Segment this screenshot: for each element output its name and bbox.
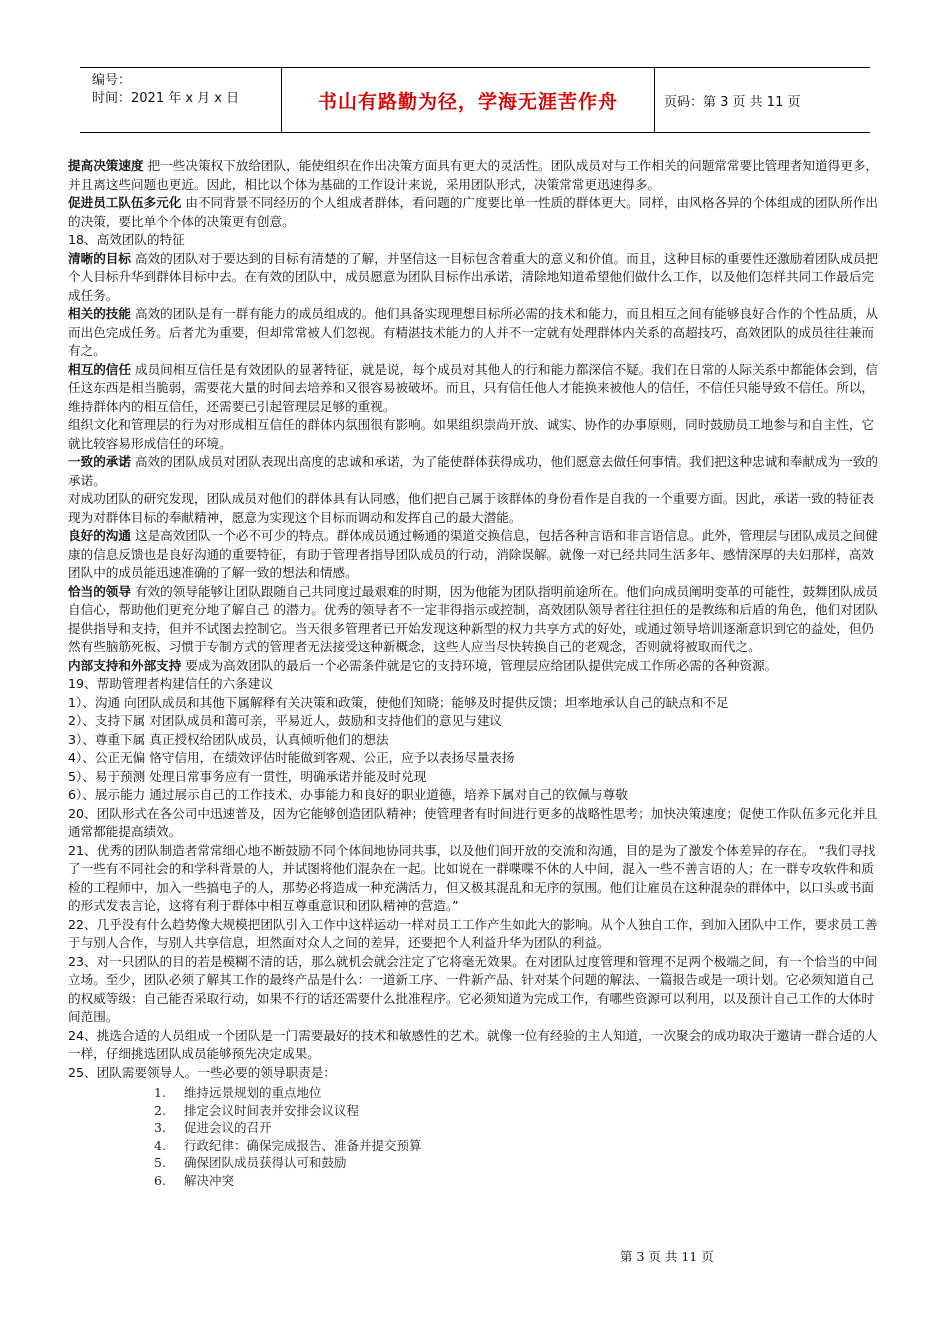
page-info: 页码：第 3 页 共 11 页 [664, 94, 801, 110]
paragraph-text: 23、对一只团队的目的若是模糊不清的话，那么就机会就会注定了它将毫无效果。在对团队过度管理和管理不足两个极端之间，有一个恰当的中间立场。至少，团队必须了解其工作的最终产品是什么：一道新工序、一件新产品、针对某个问题的解法、一篇报告或是一项计划。它必须知道自己的权威等级：自己能否采取行动，如果不行的话还需要什么批准程序。它必须知道为完成工作，有哪些资源可以利用，以及预计自己工作的大体时间范围。 [68, 953, 878, 1024]
paragraph-text: 高效的团队对于要达到的目标有清楚的了解，并坚信这一目标包含着重大的意义和价值。而且，这种目标的重要性还激励着团队成员把个人目标升华到群体目标中去。在有效的团队中，成员愿意为团队目标作出承诺，清除地知道希望他们做什么工作，以及他们怎样共同工作最后完成任务。 [68, 250, 879, 303]
paragraph [68, 490, 884, 527]
paragraph-text: 组织文化和管理层的行为对形成相互信任的群体内氛围很有影响。如果组织崇尚开放、诚实、协作的办事原则，同时鼓励员工地参与和自主性，它就比较容易形成信任的环境。 [68, 417, 874, 451]
paragraph [68, 231, 884, 250]
paragraph [68, 361, 884, 417]
paragraph-text: 22、几乎没有什么趋势像大规模把团队引入工作中这样运动一样对员工工作产生如此大的影响。从个人独自工作，到加入团队中工作，要求员工善于与别人合作，与别人共享信息，坦然面对众人之间的差异，还要把个人利益升华为团队的利益。 [68, 916, 878, 950]
paragraph [68, 250, 884, 306]
duties-list [68, 1084, 884, 1189]
paragraph-text: 19、帮助管理者构建信任的六条建议 [68, 676, 273, 691]
paragraph-text: 1）、沟通 向团队成员和其他下属解释有关决策和政策，使他们知晓；能够及时提供反馈；坦率地承认自己的缺点和不足 [68, 694, 729, 710]
duty-number: 5. [154, 1155, 166, 1170]
paragraph-list [68, 157, 884, 1082]
paragraph-lead: 内部支持和外部支持 [68, 657, 182, 673]
paragraph-text: 5）、易于预测 处理日常事务应有一贯性，明确承诺并能及时兑现 [68, 768, 427, 784]
paragraph-lead: 一致的承诺 [68, 454, 131, 469]
page-header [80, 67, 870, 133]
paragraph-text: 3）、尊重下属 真正授权给团队成员，认真倾听他们的想法 [68, 731, 389, 747]
paragraph-text: 高效的团队是有一群有能力的成员组成的。他们具备实现理想目标所必需的技术和能力，而且相互之间有能够良好合作的个性品质，从而出色完成任务。后者尤为重要，但却常常被人们忽视。有精湛技术能力的人并不一定就有处理群体内关系的高超技巧，高效团队的成员往往兼而有之。 [68, 306, 879, 358]
paragraph-text: 24、挑选合适的人员组成一个团队是一门需要最好的技术和敏感性的艺术。就像一位有经验的主人知道，一次聚会的成功取决于邀请一群合适的人一样，仔细挑选团队成员能够预先决定成果。 [68, 1027, 878, 1061]
paragraph [68, 731, 884, 750]
paragraph [68, 1027, 884, 1064]
duty-text: 促进会议的召开 [184, 1120, 272, 1135]
paragraph [68, 305, 884, 361]
header-meta [80, 68, 282, 132]
page-footer: 第 3 页 共 11 页 [620, 1249, 714, 1264]
paragraph-text: 由不同背景不同经历的个人组成者群体，看问题的广度要比单一性质的群体更大。同样，由风格各异的个体组成的团队所作出的决策，要比单个个体的决策更有创意。 [68, 195, 879, 229]
paragraph-text: 要成为高效团队的最后一个必需条件就是它的支持环境，管理层应给团队提供完成工作所必需的各种资源。 [181, 657, 778, 673]
paragraph-lead: 清晰的目标 [68, 250, 131, 266]
paragraph-lead: 促进员工队伍多元化 [68, 195, 182, 210]
duty-number: 3. [154, 1120, 166, 1135]
paragraph-lead: 相关的技能 [68, 306, 131, 321]
paragraph-text: 21、优秀的团队制造者常常细心地不断鼓励不同个体间地协同共事，以及他们间开放的交流和沟通，目的是为了激发个体差异的存在。 “我们寻找了一些有不同社会的和学科背景的人，并试图将他们混杂在一起。比如说在一群喋喋不休的人中间，混入一些不善言语的人；在一群专攻软件和质检的工程师中，加入一些搞电子的人，那势必将造成一种充满活力，但又极其混乱和无序的氛围。他们让雇员在这种混杂的群体中，以口头或书面的形式发表言论，这将有利于群体中相互尊重意识和团队精神的营造。” [68, 842, 876, 913]
paragraph [68, 916, 884, 953]
duty-text: 行政纪律：确保完成报告、准备并提交预算 [184, 1137, 422, 1153]
paragraph [68, 712, 884, 731]
paragraph [68, 805, 884, 842]
motto: 书山有路勤为径，学海无涯苦作舟 [317, 90, 618, 113]
paragraph-lead: 恰当的领导 [68, 583, 131, 599]
duty-text: 解决冲突 [184, 1172, 235, 1188]
paragraph [68, 527, 884, 583]
paragraph [68, 842, 884, 916]
document-body [68, 157, 884, 1189]
paragraph [68, 675, 884, 694]
paragraph [68, 416, 884, 453]
paragraph-text: 4）、公正无偏 恪守信用，在绩效评估时能做到客观、公正，应予以表扬尽量表扬 [68, 750, 515, 765]
duty-item [68, 1102, 884, 1120]
header-motto-cell [282, 68, 655, 132]
header-page-info [654, 68, 870, 132]
paragraph [68, 1064, 884, 1083]
duty-number: 2. [154, 1102, 166, 1118]
paragraph-text: 25、团队需要领导人。一些必要的领导职责是： [68, 1064, 336, 1080]
duty-number: 6. [154, 1172, 166, 1188]
paragraph-lead: 相互的信任 [68, 361, 131, 377]
paragraph [68, 453, 884, 490]
paragraph [68, 194, 884, 231]
paragraph [68, 786, 884, 805]
duty-item [68, 1137, 884, 1155]
paragraph-text: 高效的团队成员对团队表现出高度的忠诚和承诺，为了能使群体获得成功，他们愿意去做任何事情。我们把这种忠诚和奉献成为一致的承诺。 [68, 454, 879, 488]
paragraph-text: 6）、展示能力 通过展示自己的工作技术、办事能力和良好的职业道德，培养下属对自己的钦佩与尊敬 [68, 787, 628, 802]
duty-number: 4. [154, 1137, 166, 1153]
paragraph [68, 657, 884, 676]
paragraph-text: 对成功团队的研究发现，团队成员对他们的群体具有认同感，他们把自己属于该群体的身份看作是自我的一个重要方面。因此，承诺一致的特征表现为对群体目标的奉献精神，愿意为实现这个目标而调动和发挥自己的最大潜能。 [68, 491, 874, 525]
paragraph-text: 有效的领导能够让团队跟随自己共同度过最艰难的时期，因为他能为团队指明前途所在。他们向成员阐明变革的可能性，鼓舞团队成员自信心，帮助他们更充分地了解自己 的潜力。优秀的领导者不一定非得指示或控制，高效团队领导者往往担任的是教练和后盾的角色，他们对团队提供指导和支持，但并不试图去控制它。当天很多管理者已开始发现这种新型的权力共享方式的好处，或通过领导培训逐渐意识到它的益处，但仍然有些脑筋死板、习惯于专制方式的管理者无法接受这种新概念，这些人应当尽快转换自己的老观念，否则就将被取而代之。 [68, 583, 879, 654]
duty-item [68, 1119, 884, 1137]
paragraph [68, 768, 884, 787]
time-label: 时间：2021 年 x 月 x 日 [92, 91, 240, 106]
duty-item [68, 1084, 884, 1102]
paragraph-text: 20、团队形式在各公司中迅速普及，因为它能够创造团队精神；使管理者有时间进行更多的战略性思考；加快决策速度；促使工作队伍多元化并且通常都能提高绩效。 [68, 805, 878, 839]
duty-number: 1. [154, 1085, 166, 1100]
paragraph [68, 583, 884, 657]
paragraph-lead: 良好的沟通 [68, 528, 131, 543]
duty-item [68, 1172, 884, 1190]
paragraph-text: 这是高效团队一个必不可少的特点。群体成员通过畅通的渠道交换信息，包括各种言语和非言语信息。此外，管理层与团队成员之间健康的信息反馈也是良好沟通的重要特征，有助于管理者指导团队成员的行动，消除误解。就像一对已经共同生活多年、感情深厚的夫妇那样，高效团队中的成员能迅速准确的了解一致的想法和情感。 [68, 528, 879, 580]
paragraph [68, 749, 884, 768]
duty-text: 确保团队成员获得认可和鼓励 [184, 1155, 347, 1170]
paragraph-text: 18、高效团队的特征 [68, 232, 185, 247]
paragraph-lead: 提高决策速度 [68, 158, 144, 173]
paragraph-text: 2）、支持下属 对团队成员和蔼可亲，平易近人，鼓励和支持他们的意见与建议 [68, 713, 502, 728]
duty-text: 排定会议时间表并安排会议议程 [184, 1102, 360, 1118]
serial-label: 编号： [92, 73, 132, 88]
paragraph-text: 把一些决策权下放给团队，能使组织在作出决策方面具有更大的灵活性。团队成员对与工作相关的问题常常要比管理者知道得更多，并且离这些问题也更近。因此，相比以个体为基础的工作设计来说，采用团队形式，决策常常更迅速得多。 [68, 158, 879, 192]
duty-item [68, 1154, 884, 1172]
paragraph-text: 成员间相互信任是有效团队的显著特征，就是说，每个成员对其他人的行和能力都深信不疑。我们在日常的人际关系中都能体会到，信任这东西是相当脆弱，需要花大量的时间去培养和又很容易被破坏。而且，只有信任他人才能换来被他人的信任，不信任只能导致不信任。所以，维持群体内的相互信任，还需要已引起管理层足够的重视。 [68, 361, 879, 414]
duty-text: 维持远景规划的重点地位 [184, 1085, 322, 1100]
paragraph [68, 953, 884, 1027]
paragraph [68, 157, 884, 194]
paragraph [68, 694, 884, 713]
